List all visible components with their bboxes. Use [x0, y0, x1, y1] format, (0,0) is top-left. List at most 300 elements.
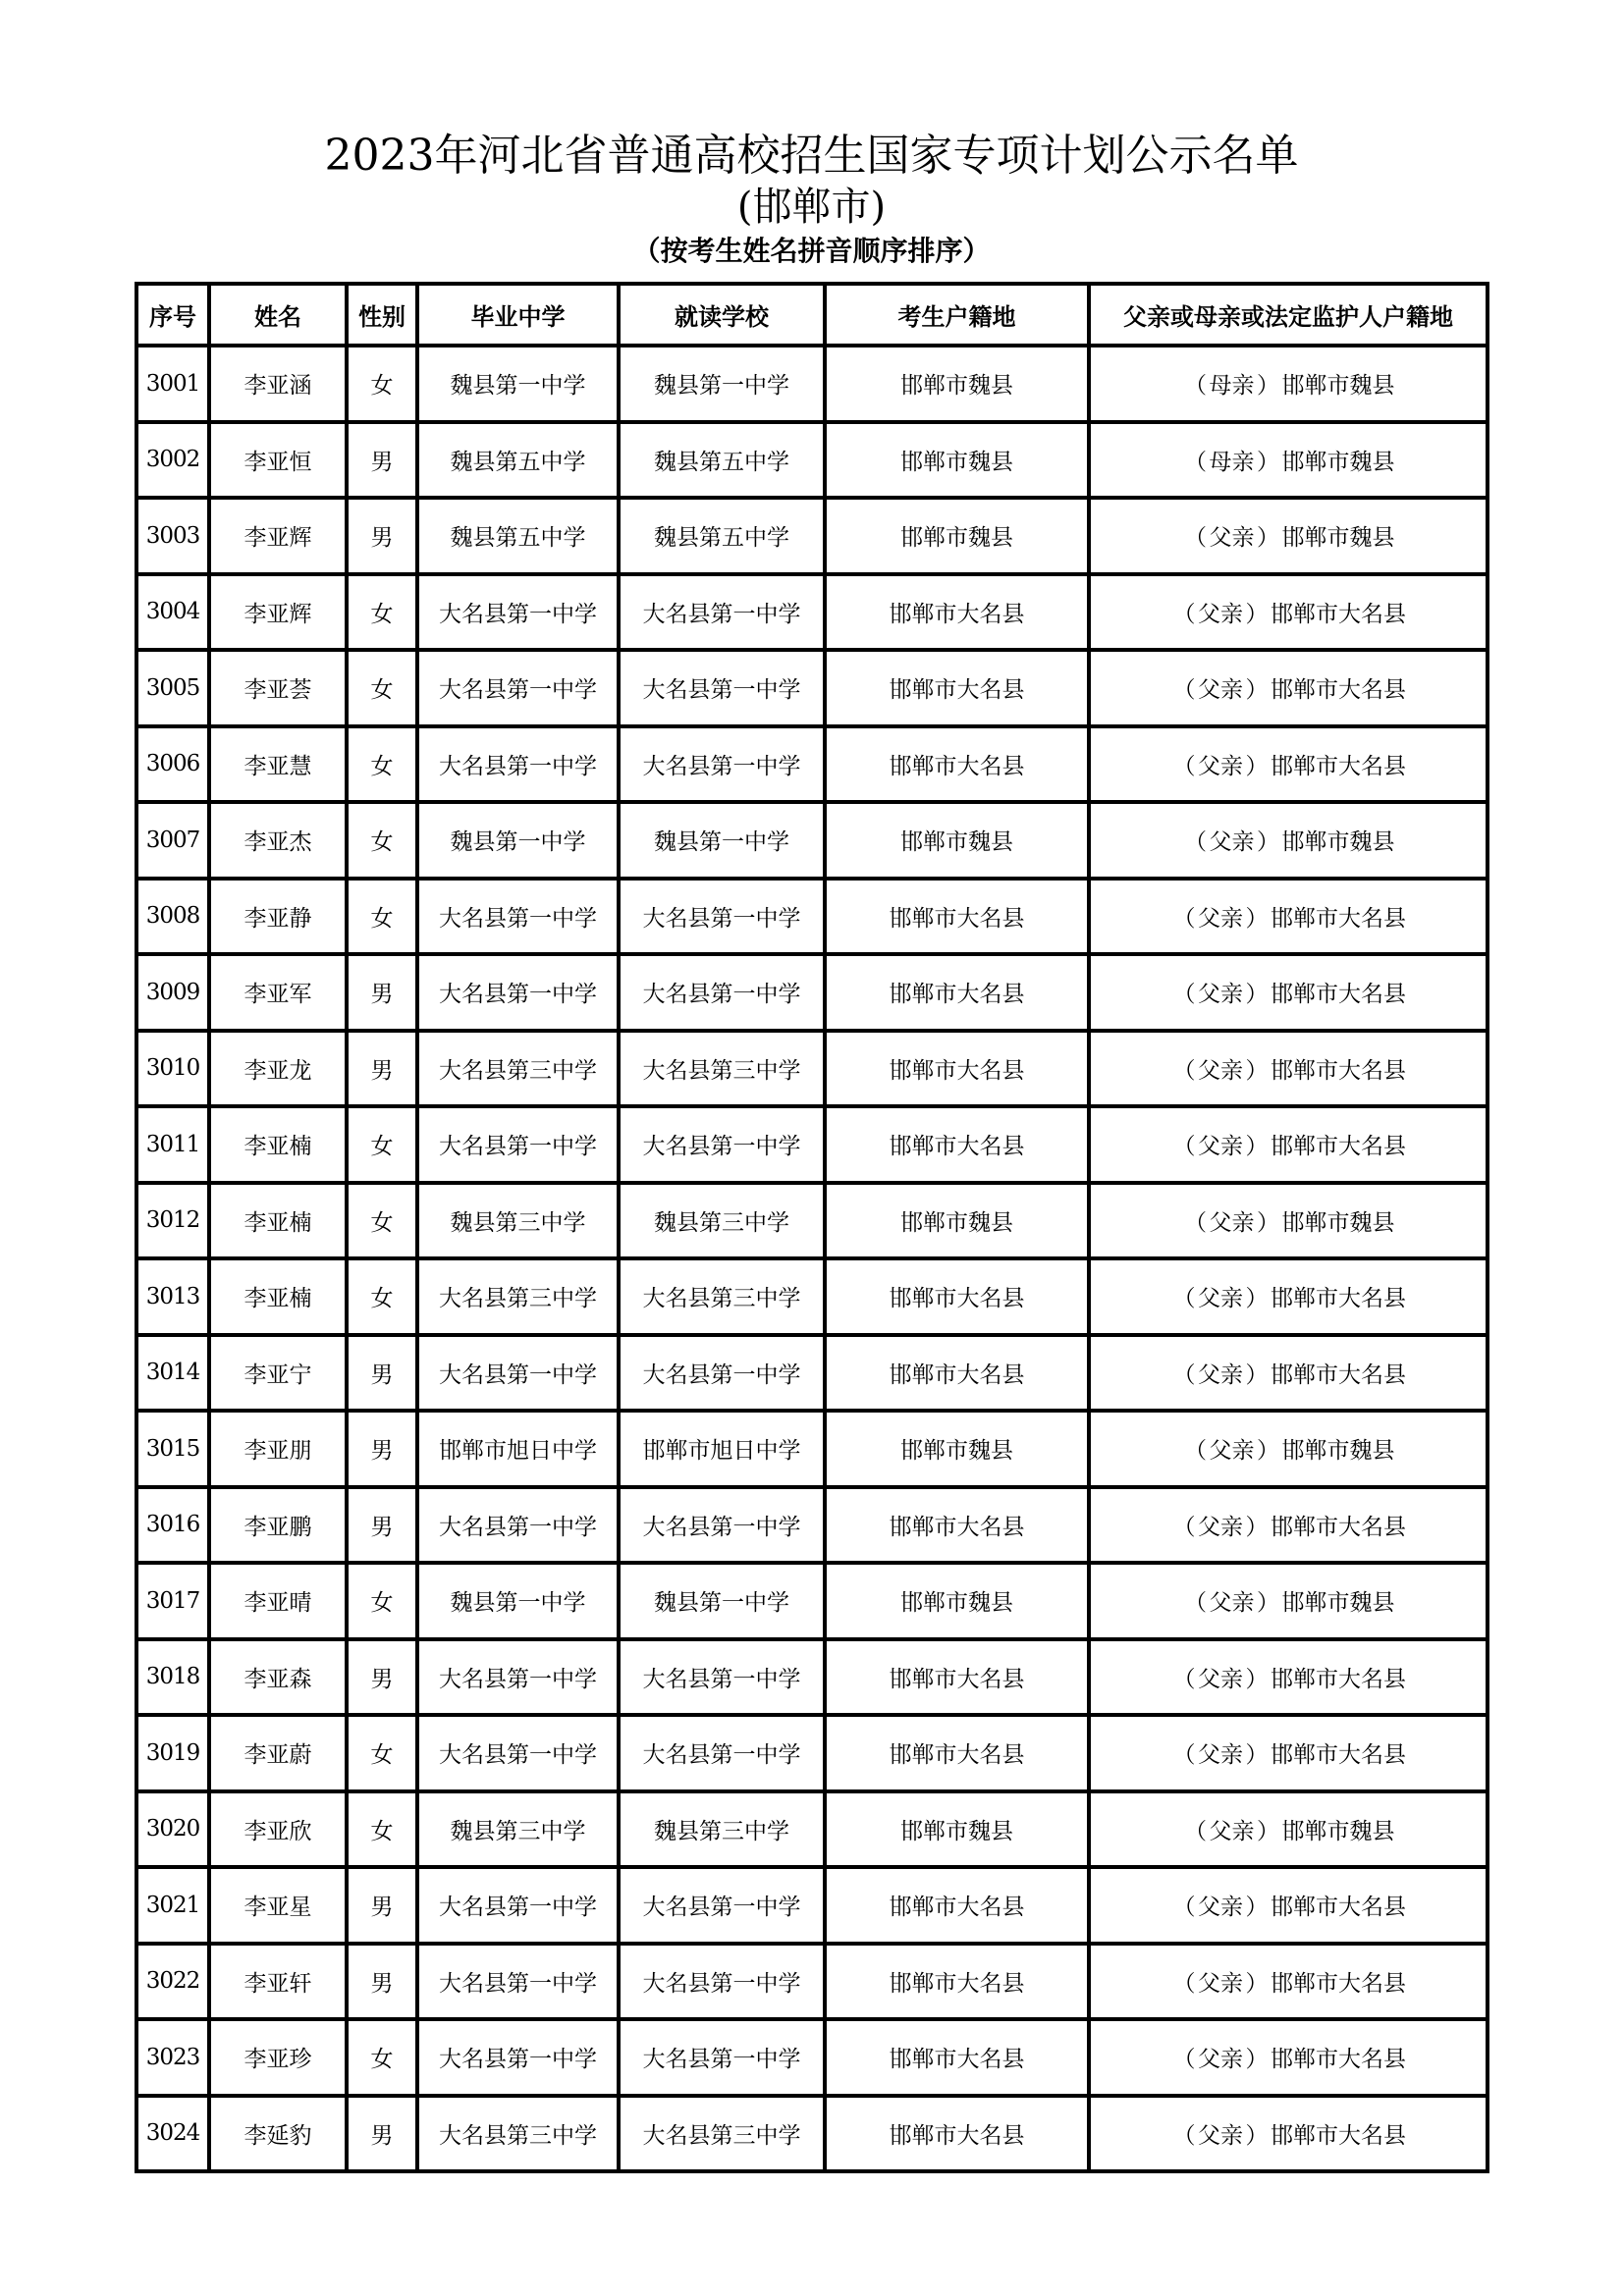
paren-open: （	[1172, 1362, 1196, 1388]
cell-graduation-school: 魏县第三中学	[417, 1791, 619, 1868]
cell-student-hukou: 邯郸市大名县	[825, 1944, 1089, 2020]
paren-close: ）	[1257, 449, 1279, 475]
cell-student-hukou: 邯郸市大名县	[825, 574, 1089, 651]
cell-current-school: 大名县第一中学	[619, 650, 825, 726]
sort-order-note: （按考生姓名拼音顺序排序）	[632, 235, 991, 267]
table-row	[136, 422, 1488, 499]
cell-name: 李亚涵	[209, 346, 347, 422]
cell-serial-number: 3014	[136, 1335, 209, 1412]
cell-student-hukou: 邯郸市大名县	[825, 954, 1089, 1031]
table-row	[136, 2096, 1488, 2172]
cell-guardian-hukou	[1089, 1411, 1488, 1487]
paren-close: ）	[1257, 1209, 1279, 1236]
cell-student-hukou: 邯郸市大名县	[825, 1639, 1089, 1716]
guardian-location: 邯郸市大名县	[1271, 1895, 1406, 1921]
table-row	[136, 1487, 1488, 1564]
cell-serial-number: 3020	[136, 1791, 209, 1868]
cell-gender: 男	[347, 1944, 417, 2020]
guardian-relation: 父亲	[1209, 525, 1255, 552]
guardian-location: 邯郸市大名县	[1271, 1666, 1406, 1692]
cell-serial-number: 3007	[136, 802, 209, 879]
paren-open: （	[1172, 1895, 1196, 1921]
column-header: 就读学校	[619, 284, 825, 346]
cell-student-hukou: 邯郸市大名县	[825, 1867, 1089, 1944]
cell-student-hukou: 邯郸市大名县	[825, 2096, 1089, 2172]
cell-name: 李亚军	[209, 954, 347, 1031]
guardian-location: 邯郸市魏县	[1281, 1818, 1395, 1844]
cell-gender: 女	[347, 879, 417, 955]
cell-serial-number: 3003	[136, 498, 209, 574]
cell-current-school: 邯郸市旭日中学	[619, 1411, 825, 1487]
paren-open: （	[1172, 677, 1196, 704]
table-row	[136, 1791, 1488, 1868]
cell-current-school: 魏县第五中学	[619, 498, 825, 574]
cell-current-school: 大名县第一中学	[619, 1944, 825, 2020]
guardian-relation: 父亲	[1209, 829, 1255, 856]
cell-graduation-school: 邯郸市旭日中学	[417, 1411, 619, 1487]
cell-current-school: 大名县第一中学	[619, 1487, 825, 1564]
table-row	[136, 346, 1488, 422]
cell-graduation-school: 大名县第一中学	[417, 879, 619, 955]
cell-graduation-school: 大名县第一中学	[417, 726, 619, 803]
cell-graduation-school: 大名县第一中学	[417, 1487, 619, 1564]
guardian-relation: 母亲	[1209, 449, 1255, 475]
cell-guardian-hukou	[1089, 498, 1488, 574]
cell-serial-number: 3011	[136, 1106, 209, 1183]
paren-close: ）	[1245, 1286, 1269, 1312]
guardian-location: 邯郸市大名县	[1271, 2122, 1406, 2149]
paren-close: ）	[1245, 2047, 1269, 2073]
cell-graduation-school: 大名县第三中学	[417, 1031, 619, 1107]
cell-graduation-school: 魏县第一中学	[417, 802, 619, 879]
paren-open: （	[1184, 525, 1207, 552]
paren-close: ）	[1245, 1362, 1269, 1388]
cell-name: 李亚辉	[209, 498, 347, 574]
guardian-relation: 父亲	[1198, 1286, 1243, 1312]
guardian-location: 邯郸市魏县	[1281, 525, 1395, 552]
cell-name: 李亚星	[209, 1867, 347, 1944]
column-header: 父亲或母亲或法定监护人户籍地	[1089, 284, 1488, 346]
guardian-location: 邯郸市大名县	[1271, 905, 1406, 932]
paren-close: ）	[1245, 2122, 1269, 2149]
cell-graduation-school: 魏县第一中学	[417, 1563, 619, 1639]
cell-guardian-hukou	[1089, 1944, 1488, 2020]
cell-name: 李亚荟	[209, 650, 347, 726]
cell-gender: 男	[347, 1487, 417, 1564]
cell-student-hukou: 邯郸市大名县	[825, 1031, 1089, 1107]
cell-current-school: 大名县第一中学	[619, 1106, 825, 1183]
paren-open: （	[1172, 1134, 1196, 1160]
cell-guardian-hukou	[1089, 1031, 1488, 1107]
paren-open: （	[1172, 905, 1196, 932]
cell-guardian-hukou	[1089, 1487, 1488, 1564]
table-row	[136, 1258, 1488, 1335]
paren-open: （	[1172, 1742, 1196, 1769]
paren-open: （	[1184, 829, 1207, 856]
guardian-location: 邯郸市大名县	[1271, 2047, 1406, 2073]
cell-serial-number: 3010	[136, 1031, 209, 1107]
cell-name: 李亚珍	[209, 2019, 347, 2096]
table-row	[136, 2019, 1488, 2096]
paren-open: （	[1184, 373, 1207, 400]
cell-student-hukou: 邯郸市魏县	[825, 1791, 1089, 1868]
cell-guardian-hukou	[1089, 2019, 1488, 2096]
cell-name: 李亚宁	[209, 1335, 347, 1412]
cell-serial-number: 3009	[136, 954, 209, 1031]
cell-gender: 男	[347, 2096, 417, 2172]
cell-serial-number: 3008	[136, 879, 209, 955]
paren-open: （	[1184, 1438, 1207, 1465]
paren-close: ）	[1257, 829, 1279, 856]
cell-gender: 女	[347, 1258, 417, 1335]
guardian-relation: 父亲	[1198, 982, 1243, 1008]
cell-current-school: 大名县第一中学	[619, 954, 825, 1031]
guardian-relation: 父亲	[1198, 1057, 1243, 1084]
paren-close: ）	[1245, 601, 1269, 627]
cell-student-hukou: 邯郸市魏县	[825, 1411, 1089, 1487]
column-header: 序号	[136, 284, 209, 346]
cell-name: 李亚欣	[209, 1791, 347, 1868]
cell-name: 李亚朋	[209, 1411, 347, 1487]
cell-guardian-hukou	[1089, 879, 1488, 955]
paren-close: ）	[1245, 1666, 1269, 1692]
cell-current-school: 魏县第一中学	[619, 346, 825, 422]
cell-guardian-hukou	[1089, 2096, 1488, 2172]
cell-guardian-hukou	[1089, 1639, 1488, 1716]
cell-graduation-school: 大名县第一中学	[417, 2019, 619, 2096]
paren-open: （	[1172, 2047, 1196, 2073]
cell-name: 李延豹	[209, 2096, 347, 2172]
cell-name: 李亚晴	[209, 1563, 347, 1639]
table-row	[136, 1944, 1488, 2020]
cell-student-hukou: 邯郸市大名县	[825, 650, 1089, 726]
paren-open: （	[1172, 982, 1196, 1008]
cell-current-school: 魏县第三中学	[619, 1791, 825, 1868]
cell-current-school: 大名县第一中学	[619, 1335, 825, 1412]
table-row	[136, 1715, 1488, 1791]
cell-current-school: 大名县第一中学	[619, 1639, 825, 1716]
cell-serial-number: 3018	[136, 1639, 209, 1716]
paren-open: （	[1172, 1286, 1196, 1312]
cell-serial-number: 3017	[136, 1563, 209, 1639]
cell-guardian-hukou	[1089, 1791, 1488, 1868]
table-body	[136, 346, 1488, 2171]
guardian-location: 邯郸市魏县	[1281, 373, 1395, 400]
document-title: 2023年河北省普通高校招生国家专项计划公示名单	[324, 131, 1299, 181]
guardian-location: 邯郸市魏县	[1281, 1209, 1395, 1236]
cell-current-school: 大名县第三中学	[619, 2096, 825, 2172]
cell-student-hukou: 邯郸市魏县	[825, 802, 1089, 879]
cell-gender: 女	[347, 2019, 417, 2096]
guardian-location: 邯郸市大名县	[1271, 1362, 1406, 1388]
cell-guardian-hukou	[1089, 726, 1488, 803]
document-subtitle: (邯郸市)	[736, 185, 887, 230]
cell-gender: 男	[347, 1639, 417, 1716]
cell-gender: 男	[347, 1031, 417, 1107]
paren-close: ）	[1257, 525, 1279, 552]
guardian-location: 邯郸市魏县	[1281, 829, 1395, 856]
guardian-relation: 父亲	[1198, 1895, 1243, 1921]
paren-close: ）	[1245, 1742, 1269, 1769]
guardian-relation: 父亲	[1198, 1666, 1243, 1692]
paren-open: （	[1172, 2122, 1196, 2149]
paren-close: ）	[1245, 677, 1269, 704]
paren-close: ）	[1245, 905, 1269, 932]
table-row	[136, 650, 1488, 726]
paren-close: ）	[1257, 1818, 1279, 1844]
cell-gender: 男	[347, 498, 417, 574]
cell-serial-number: 3016	[136, 1487, 209, 1564]
paren-open: （	[1184, 1818, 1207, 1844]
cell-serial-number: 3019	[136, 1715, 209, 1791]
cell-serial-number: 3012	[136, 1183, 209, 1259]
paren-open: （	[1184, 1590, 1207, 1617]
cell-serial-number: 3021	[136, 1867, 209, 1944]
cell-gender: 男	[347, 954, 417, 1031]
guardian-relation: 父亲	[1198, 2047, 1243, 2073]
cell-gender: 女	[347, 726, 417, 803]
paren-open: （	[1172, 1970, 1196, 1997]
cell-name: 李亚静	[209, 879, 347, 955]
guardian-location: 邯郸市大名县	[1271, 677, 1406, 704]
table-row	[136, 1867, 1488, 1944]
cell-student-hukou: 邯郸市大名县	[825, 2019, 1089, 2096]
guardian-relation: 父亲	[1198, 753, 1243, 779]
paren-close: ）	[1245, 1134, 1269, 1160]
guardian-location: 邯郸市魏县	[1281, 1590, 1395, 1617]
table-row	[136, 1183, 1488, 1259]
cell-graduation-school: 魏县第五中学	[417, 422, 619, 499]
cell-graduation-school: 大名县第一中学	[417, 1867, 619, 1944]
cell-gender: 男	[347, 1411, 417, 1487]
cell-guardian-hukou	[1089, 802, 1488, 879]
table-row	[136, 1335, 1488, 1412]
table-row	[136, 498, 1488, 574]
cell-graduation-school: 魏县第三中学	[417, 1183, 619, 1259]
guardian-relation: 母亲	[1209, 373, 1255, 400]
cell-serial-number: 3023	[136, 2019, 209, 2096]
cell-student-hukou: 邯郸市大名县	[825, 879, 1089, 955]
guardian-relation: 父亲	[1209, 1590, 1255, 1617]
cell-student-hukou: 邯郸市大名县	[825, 1258, 1089, 1335]
table-row	[136, 726, 1488, 803]
cell-student-hukou: 邯郸市魏县	[825, 1183, 1089, 1259]
table-row	[136, 802, 1488, 879]
guardian-location: 邯郸市大名县	[1271, 1134, 1406, 1160]
guardian-location: 邯郸市魏县	[1281, 1438, 1395, 1465]
cell-serial-number: 3002	[136, 422, 209, 499]
column-header: 姓名	[209, 284, 347, 346]
cell-gender: 女	[347, 1183, 417, 1259]
guardian-relation: 父亲	[1209, 1438, 1255, 1465]
cell-gender: 男	[347, 422, 417, 499]
table-row	[136, 1106, 1488, 1183]
cell-current-school: 大名县第一中学	[619, 726, 825, 803]
guardian-relation: 父亲	[1209, 1209, 1255, 1236]
cell-graduation-school: 大名县第一中学	[417, 574, 619, 651]
cell-graduation-school: 大名县第三中学	[417, 2096, 619, 2172]
guardian-relation: 父亲	[1198, 1970, 1243, 1997]
guardian-relation: 父亲	[1198, 1134, 1243, 1160]
guardian-location: 邯郸市大名县	[1271, 1514, 1406, 1540]
cell-current-school: 大名县第一中学	[619, 2019, 825, 2096]
guardian-relation: 父亲	[1198, 1742, 1243, 1769]
cell-student-hukou: 邯郸市大名县	[825, 726, 1089, 803]
cell-current-school: 魏县第三中学	[619, 1183, 825, 1259]
cell-student-hukou: 邯郸市魏县	[825, 422, 1089, 499]
guardian-location: 邯郸市大名县	[1271, 601, 1406, 627]
cell-gender: 女	[347, 802, 417, 879]
guardian-relation: 父亲	[1198, 601, 1243, 627]
paren-open: （	[1184, 449, 1207, 475]
cell-current-school: 大名县第三中学	[619, 1031, 825, 1107]
cell-guardian-hukou	[1089, 1183, 1488, 1259]
guardian-location: 邯郸市魏县	[1281, 449, 1395, 475]
cell-current-school: 魏县第五中学	[619, 422, 825, 499]
guardian-relation: 父亲	[1198, 1514, 1243, 1540]
table-row	[136, 954, 1488, 1031]
cell-current-school: 大名县第一中学	[619, 879, 825, 955]
paren-open: （	[1172, 1514, 1196, 1540]
cell-current-school: 大名县第一中学	[619, 574, 825, 651]
cell-serial-number: 3013	[136, 1258, 209, 1335]
paren-close: ）	[1257, 1438, 1279, 1465]
table-header-row	[136, 284, 1488, 346]
cell-name: 李亚楠	[209, 1258, 347, 1335]
cell-student-hukou: 邯郸市大名县	[825, 1487, 1089, 1564]
paren-close: ）	[1245, 1970, 1269, 1997]
table-row	[136, 1031, 1488, 1107]
paren-open: （	[1172, 1666, 1196, 1692]
cell-current-school: 魏县第一中学	[619, 1563, 825, 1639]
cell-gender: 男	[347, 1335, 417, 1412]
paren-close: ）	[1245, 982, 1269, 1008]
cell-current-school: 魏县第一中学	[619, 802, 825, 879]
cell-guardian-hukou	[1089, 1335, 1488, 1412]
cell-gender: 女	[347, 346, 417, 422]
table-row	[136, 1411, 1488, 1487]
cell-name: 李亚辉	[209, 574, 347, 651]
column-header: 性别	[347, 284, 417, 346]
guardian-relation: 父亲	[1198, 2122, 1243, 2149]
cell-student-hukou: 邯郸市大名县	[825, 1106, 1089, 1183]
guardian-relation: 父亲	[1198, 905, 1243, 932]
cell-gender: 女	[347, 1563, 417, 1639]
table-row	[136, 1563, 1488, 1639]
guardian-location: 邯郸市大名县	[1271, 753, 1406, 779]
guardian-relation: 父亲	[1198, 1362, 1243, 1388]
table-row	[136, 879, 1488, 955]
cell-guardian-hukou	[1089, 1563, 1488, 1639]
cell-guardian-hukou	[1089, 346, 1488, 422]
cell-name: 李亚慧	[209, 726, 347, 803]
cell-serial-number: 3005	[136, 650, 209, 726]
guardian-location: 邯郸市大名县	[1271, 1970, 1406, 1997]
guardian-relation: 父亲	[1198, 677, 1243, 704]
cell-guardian-hukou	[1089, 1258, 1488, 1335]
paren-close: ）	[1245, 1057, 1269, 1084]
guardian-relation: 父亲	[1209, 1818, 1255, 1844]
cell-student-hukou: 邯郸市魏县	[825, 346, 1089, 422]
cell-name: 李亚鹏	[209, 1487, 347, 1564]
paren-close: ）	[1257, 1590, 1279, 1617]
column-header: 毕业中学	[417, 284, 619, 346]
table-row	[136, 574, 1488, 651]
cell-current-school: 大名县第一中学	[619, 1715, 825, 1791]
cell-graduation-school: 大名县第一中学	[417, 1639, 619, 1716]
cell-name: 李亚森	[209, 1639, 347, 1716]
cell-graduation-school: 大名县第一中学	[417, 1944, 619, 2020]
cell-student-hukou: 邯郸市大名县	[825, 1715, 1089, 1791]
guardian-location: 邯郸市大名县	[1271, 1286, 1406, 1312]
cell-graduation-school: 大名县第一中学	[417, 954, 619, 1031]
paren-open: （	[1172, 1057, 1196, 1084]
cell-gender: 女	[347, 1791, 417, 1868]
cell-student-hukou: 邯郸市魏县	[825, 498, 1089, 574]
column-header: 考生户籍地	[825, 284, 1089, 346]
table-row	[136, 1639, 1488, 1716]
cell-serial-number: 3006	[136, 726, 209, 803]
cell-student-hukou: 邯郸市魏县	[825, 1563, 1089, 1639]
cell-graduation-school: 魏县第五中学	[417, 498, 619, 574]
cell-guardian-hukou	[1089, 650, 1488, 726]
cell-name: 李亚楠	[209, 1183, 347, 1259]
cell-guardian-hukou	[1089, 954, 1488, 1031]
cell-name: 李亚恒	[209, 422, 347, 499]
cell-current-school: 大名县第一中学	[619, 1867, 825, 1944]
guardian-location: 邯郸市大名县	[1271, 1742, 1406, 1769]
cell-graduation-school: 大名县第一中学	[417, 1335, 619, 1412]
cell-gender: 男	[347, 1867, 417, 1944]
cell-serial-number: 3022	[136, 1944, 209, 2020]
cell-name: 李亚楠	[209, 1106, 347, 1183]
roster-table	[135, 282, 1489, 2173]
cell-serial-number: 3001	[136, 346, 209, 422]
cell-guardian-hukou	[1089, 574, 1488, 651]
cell-student-hukou: 邯郸市大名县	[825, 1335, 1089, 1412]
cell-serial-number: 3004	[136, 574, 209, 651]
cell-current-school: 大名县第三中学	[619, 1258, 825, 1335]
paren-open: （	[1172, 753, 1196, 779]
cell-guardian-hukou	[1089, 1106, 1488, 1183]
cell-serial-number: 3024	[136, 2096, 209, 2172]
cell-name: 李亚龙	[209, 1031, 347, 1107]
guardian-location: 邯郸市大名县	[1271, 982, 1406, 1008]
cell-gender: 女	[347, 1106, 417, 1183]
cell-graduation-school: 大名县第三中学	[417, 1258, 619, 1335]
document-header	[0, 130, 1623, 271]
paren-close: ）	[1245, 753, 1269, 779]
cell-name: 李亚杰	[209, 802, 347, 879]
paren-close: ）	[1257, 373, 1279, 400]
paren-open: （	[1184, 1209, 1207, 1236]
paren-close: ）	[1245, 1514, 1269, 1540]
paren-close: ）	[1245, 1895, 1269, 1921]
guardian-location: 邯郸市大名县	[1271, 1057, 1406, 1084]
cell-guardian-hukou	[1089, 422, 1488, 499]
cell-gender: 女	[347, 574, 417, 651]
cell-serial-number: 3015	[136, 1411, 209, 1487]
cell-gender: 女	[347, 650, 417, 726]
cell-graduation-school: 大名县第一中学	[417, 650, 619, 726]
cell-graduation-school: 魏县第一中学	[417, 346, 619, 422]
cell-name: 李亚轩	[209, 1944, 347, 2020]
cell-guardian-hukou	[1089, 1715, 1488, 1791]
paren-open: （	[1172, 601, 1196, 627]
cell-graduation-school: 大名县第一中学	[417, 1106, 619, 1183]
cell-name: 李亚蔚	[209, 1715, 347, 1791]
cell-gender: 女	[347, 1715, 417, 1791]
